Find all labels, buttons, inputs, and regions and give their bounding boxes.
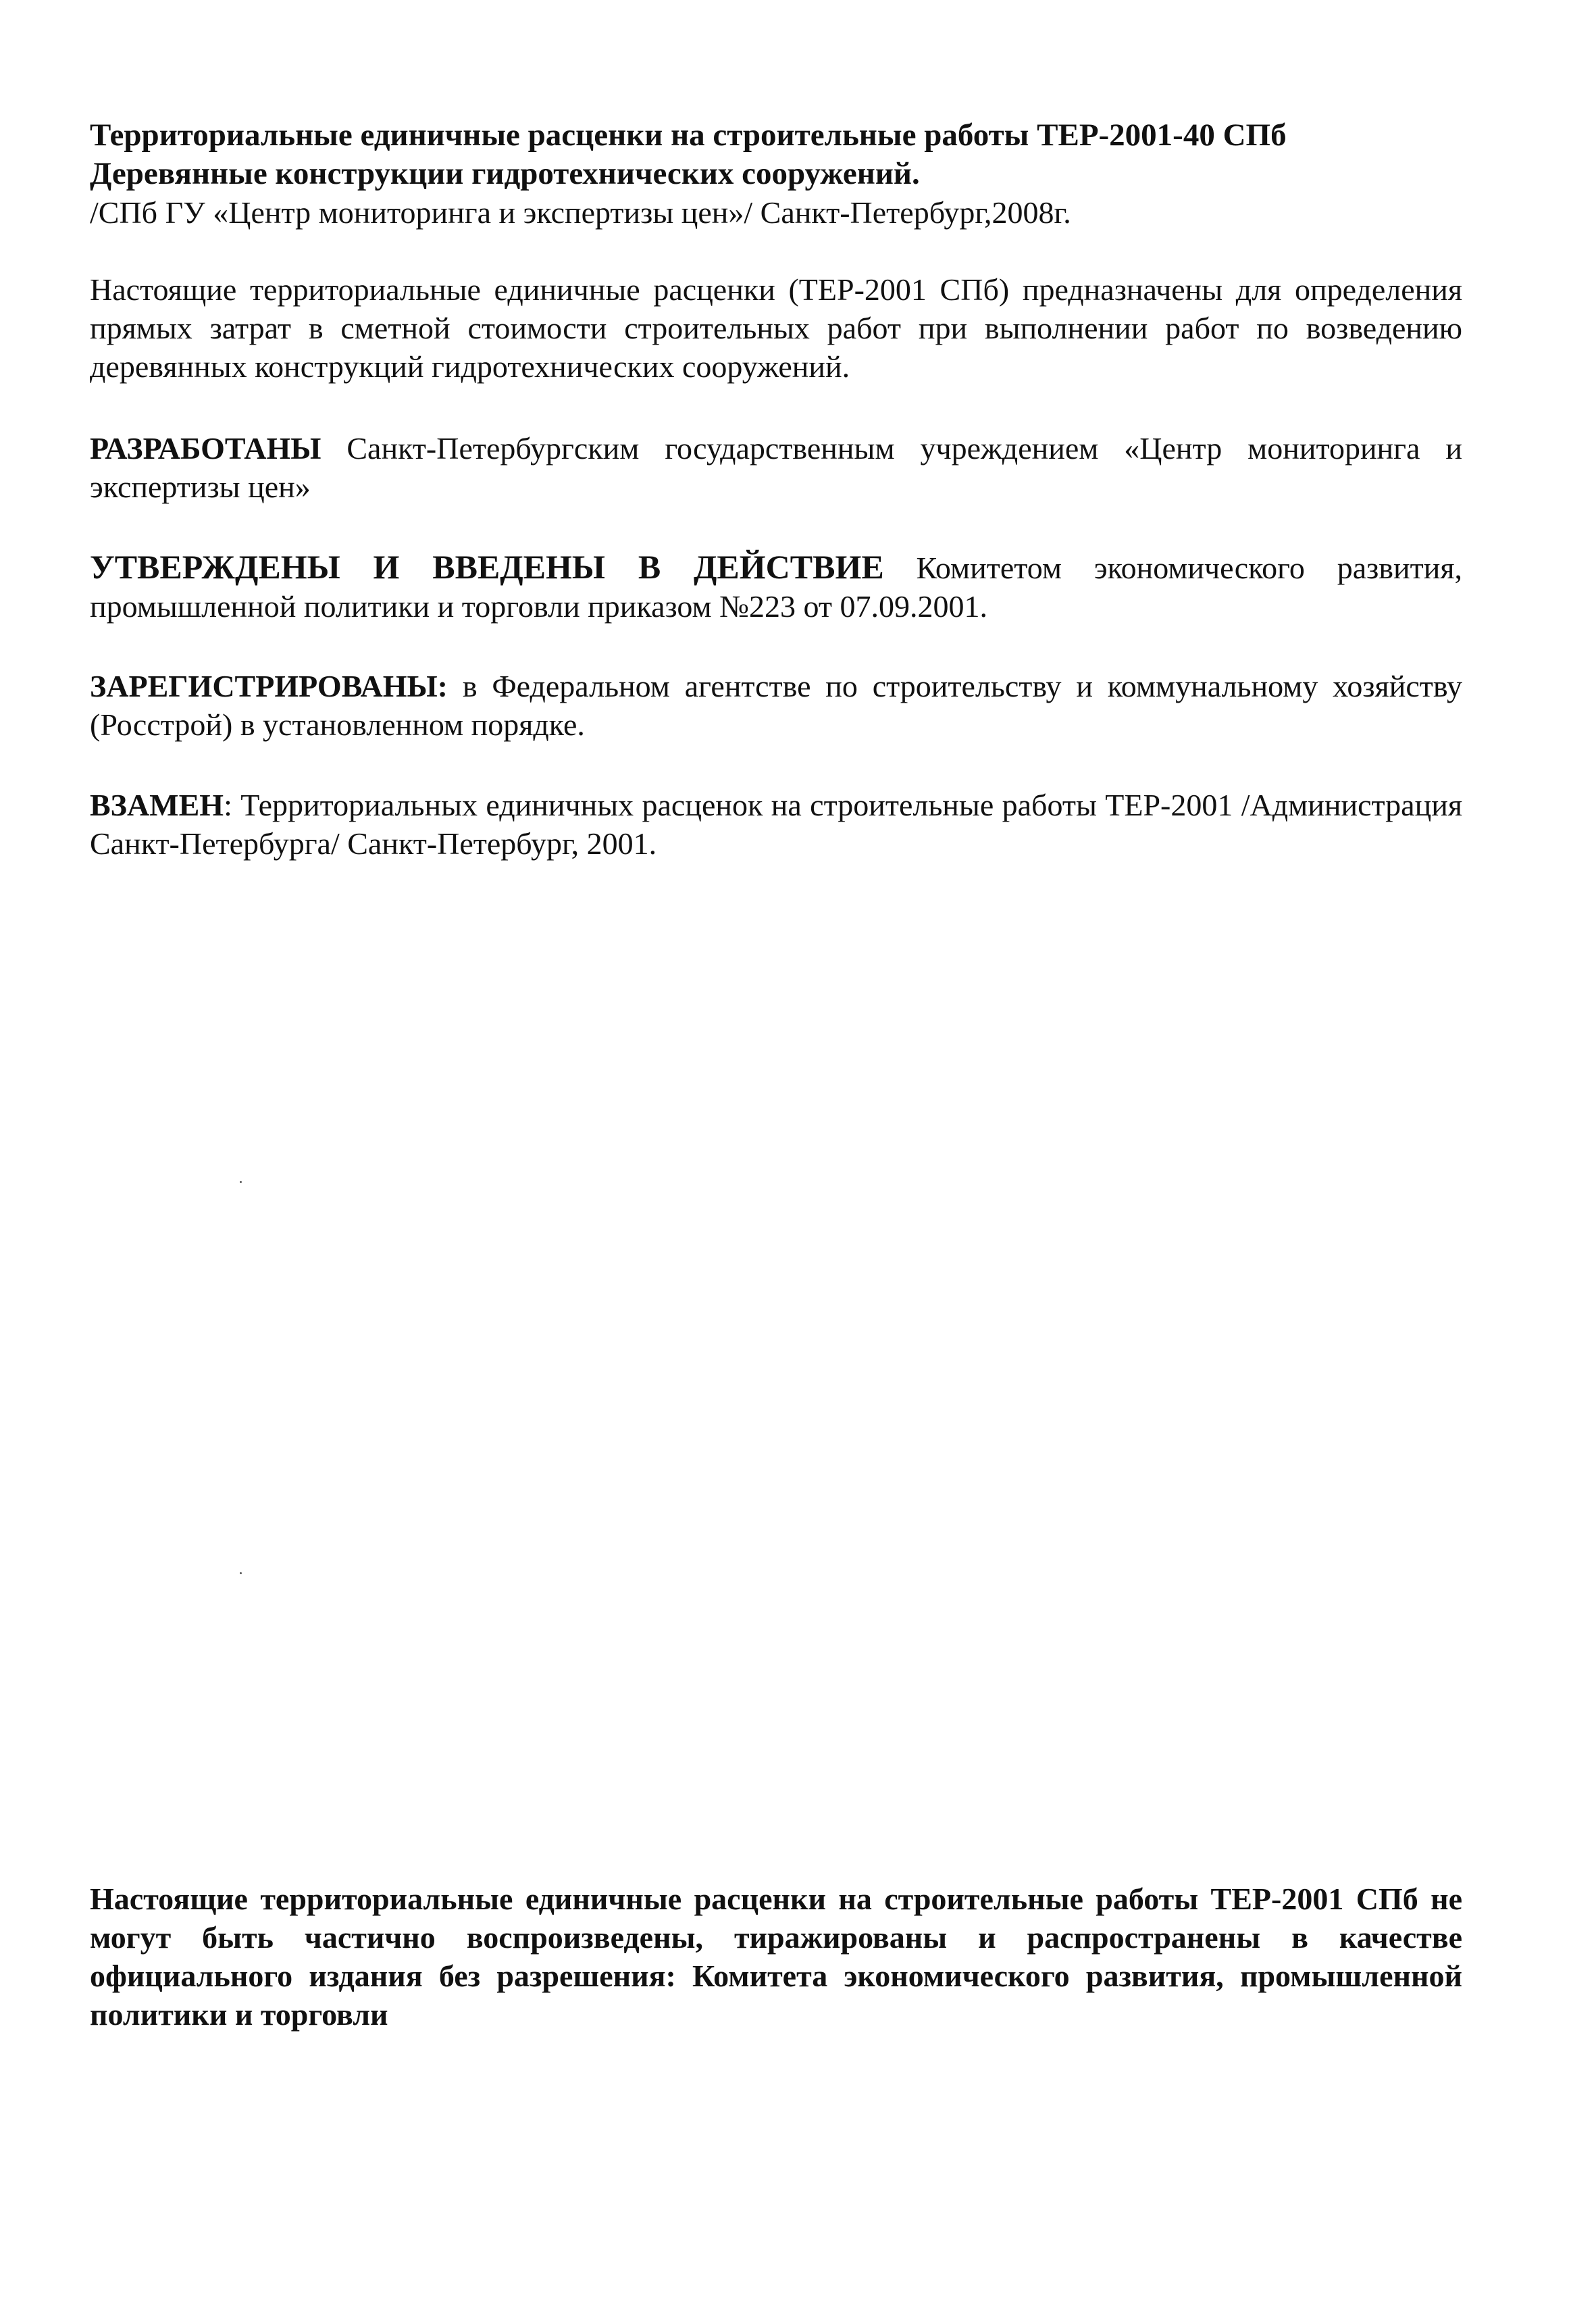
document-header: [90, 116, 1462, 232]
document-title-line-2: Деревянные конструкции гидротехнических сооружений.: [90, 156, 920, 191]
scan-speck: [240, 1572, 242, 1574]
developed-text: Санкт-Петербургским государственным учреждением «Центр мониторинга и экспертизы цен»: [90, 431, 1462, 504]
scan-speck: [240, 1181, 242, 1183]
developed-label: РАЗРАБОТАНЫ: [90, 431, 321, 466]
copyright-text: Настоящие территориальные единичные расценки на строительные работы ТЕР-2001 СПб не могут быть частично воспроизведены, тиражированы и распространены в качестве официального издания без разрешения: Комитета экономического развития, промышленной политики и торговли: [90, 1882, 1462, 2032]
replaced-label: ВЗАМЕН: [90, 788, 224, 822]
registered-text: в Федеральном агентстве по строительству и коммунальному хозяйству (Росстрой) в установленном порядке.: [90, 669, 1462, 742]
intro-text: Настоящие территориальные единичные расценки (ТЕР-2001 СПб) предназначены для определения прямых затрат в сметной стоимости строительных работ при выполнении работ по возведению деревянных конструкций гидротехнических сооружений.: [90, 272, 1462, 384]
registered-label: ЗАРЕГИСТРИРОВАНЫ:: [90, 669, 448, 703]
copyright-notice: [90, 1880, 1462, 2034]
approved-paragraph: [90, 548, 1462, 626]
registered-paragraph: [90, 667, 1462, 744]
replaced-paragraph: [90, 786, 1462, 863]
approved-label: УТВЕРЖДЕНЫ И ВВЕДЕНЫ В ДЕЙСТВИЕ: [90, 548, 884, 586]
approved-text: Комитетом экономического развития, промышленной политики и торговли приказом №223 от 07.09.2001.: [90, 551, 1463, 624]
developed-paragraph: [90, 429, 1462, 506]
publisher-line: /СПб ГУ «Центр мониторинга и экспертизы цен»/ Санкт-Петербург,2008г.: [90, 195, 1071, 230]
replaced-text: : Территориальных единичных расценок на строительные работы ТЕР-2001 /Администрация Санкт-Петербурга/ Санкт-Петербург, 2001.: [90, 788, 1462, 861]
document-title-line-1: Территориальные единичные расценки на строительные работы ТЕР-2001-40 СПб: [90, 118, 1287, 153]
intro-paragraph: [90, 270, 1462, 386]
